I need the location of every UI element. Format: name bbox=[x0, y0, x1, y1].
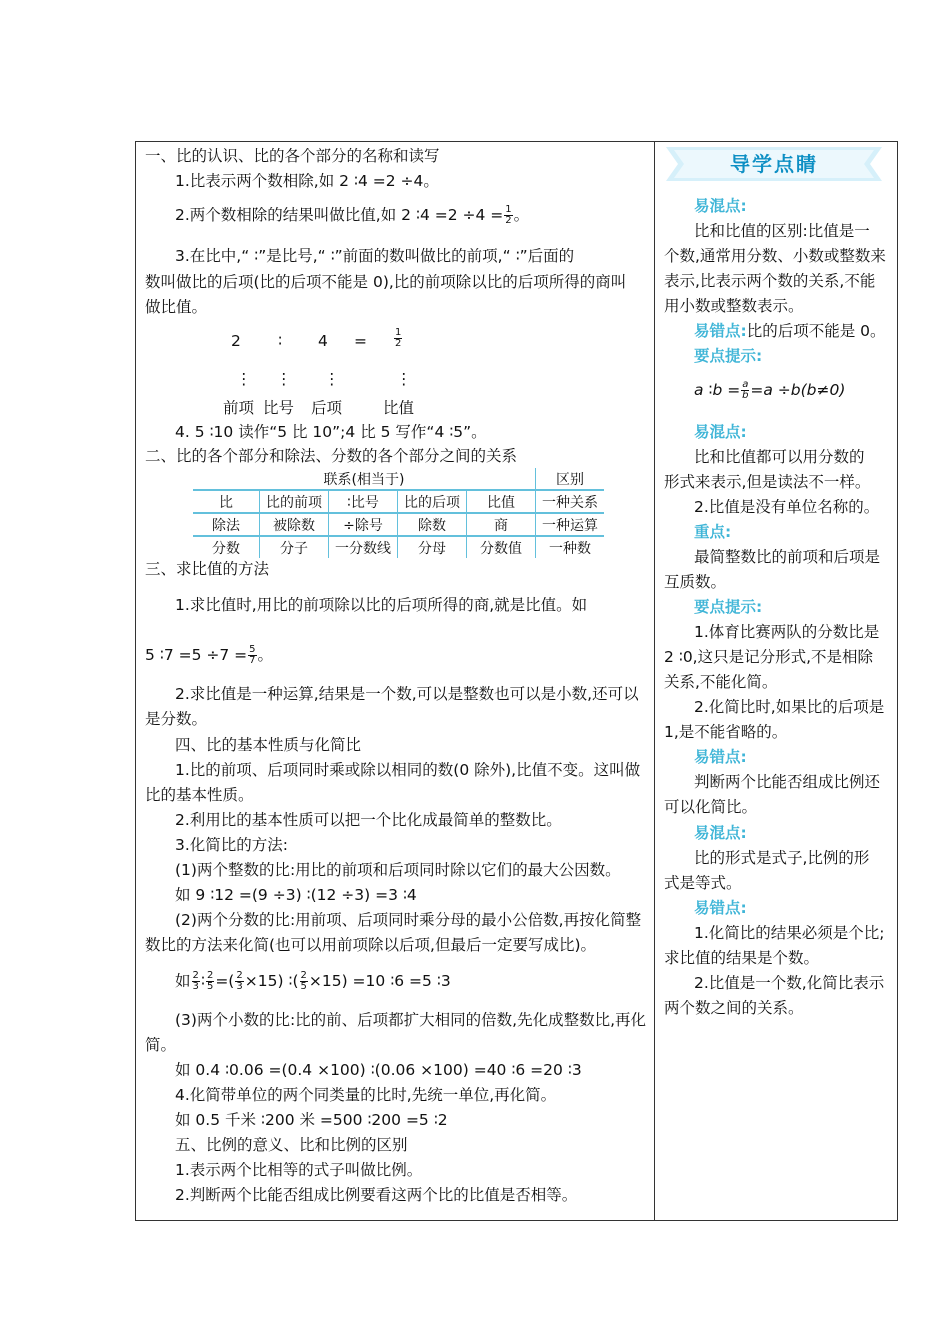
s4-p4: 4.化简带单位的两个同类量的比时,先统一单位,再化简。 bbox=[175, 1086, 557, 1104]
side-text: 1.体育比赛两队的分数比是 bbox=[694, 623, 880, 641]
section-5-title: 五、比例的意义、比和比例的区别 bbox=[175, 1136, 408, 1154]
side-text: 可以化简比。 bbox=[664, 798, 758, 816]
diagram-label-back: 后项 bbox=[311, 399, 343, 417]
banner-title: 导学点睛 bbox=[730, 152, 818, 176]
s4-p3b-line1: (2)两个分数的比:用前项、后项同时乘分母的最小公倍数,再按化简整 bbox=[175, 911, 642, 929]
diagram-label-colon: 比号 bbox=[263, 399, 295, 417]
diagram-back: 4 bbox=[318, 332, 328, 350]
side-label: 易错点: bbox=[694, 748, 747, 766]
table-row: 比 比的前项 ∶比号 比的后项 比值 一种关系 bbox=[193, 490, 604, 513]
s4-p3c-example: 如 0.4 ∶0.06 =(0.4 ×100) ∶(0.06 ×100) =40 ∶6 =20 ∶3 bbox=[175, 1061, 582, 1079]
side-label: 要点提示: bbox=[694, 598, 763, 616]
section-2-title: 二、比的各个部分和除法、分数的各个部分之间的关系 bbox=[145, 447, 518, 465]
side-text: 关系,不能化简。 bbox=[664, 673, 778, 691]
s4-p3b-example: 如 $\frac{2}{3}$ ∶ $\frac{2}{5}$ =( $\frac{2}{3}$ ×15) ∶( $\frac{2}{5}$ ×15) =10 ∶6 =5 ∶3 bbox=[175, 970, 451, 992]
diagram-dots-3: ⋮ bbox=[324, 370, 340, 388]
diagram-dots-2: ⋮ bbox=[276, 370, 292, 388]
s3-p1: 1.求比值时,用比的前项除以比的后项所得的商,就是比值。如 bbox=[175, 596, 588, 614]
s1-p3-line3: 做比值。 bbox=[145, 298, 208, 316]
s4-p1-line2: 比的基本性质。 bbox=[145, 786, 254, 804]
s1-p3-line1: 3.在比中,“ ∶”是比号,“ ∶”前面的数叫做比的前项,“ ∶”后面的 bbox=[175, 247, 575, 265]
side-text: 1.化简比的结果必须是个比; bbox=[694, 924, 885, 942]
side-text: 1,是不能省略的。 bbox=[664, 723, 788, 741]
side-label: 易混点: bbox=[694, 197, 747, 215]
table-row: 除法 被除数 ÷除号 除数 商 一种运算 bbox=[193, 513, 604, 536]
diagram-colon: ∶ bbox=[278, 332, 283, 350]
section-4-title: 四、比的基本性质与化简比 bbox=[175, 736, 362, 754]
side-label: 易混点: bbox=[694, 824, 747, 842]
s4-p3a-example: 如 9 ∶12 =(9 ÷3) ∶(12 ÷3) =3 ∶4 bbox=[175, 886, 417, 904]
diagram-label-front: 前项 bbox=[223, 399, 255, 417]
s1-p3-line2: 数叫做比的后项(比的后项不能是 0),比的前项除以比的后项所得的商叫 bbox=[145, 273, 627, 291]
side-text: 用小数或整数表示。 bbox=[664, 297, 804, 315]
s3-p1-eq: 5 ∶7 =5 ÷7 = $\frac{5}{7}$ 。 bbox=[145, 644, 274, 666]
side-formula: a ∶b = $\frac{a}{b}$ =a ÷b(b≠0) bbox=[694, 379, 846, 401]
side-text: 2 ∶0,这只是记分形式,不是相除 bbox=[664, 648, 874, 666]
table-row: 分数 分子 一分数线 分母 分数值 一种数 bbox=[193, 536, 604, 558]
table-head-relation: 联系(相当于) bbox=[193, 468, 536, 490]
side-label-line: 易错点:比的后项不能是 0。 bbox=[694, 322, 886, 340]
side-label: 要点提示: bbox=[694, 347, 763, 365]
s1-p2: 2.两个数相除的结果叫做比值,如 2 ∶4 =2 ÷4 = $\frac{1}{2}$ 。 bbox=[175, 204, 530, 226]
side-text: 最简整数比的前项和后项是 bbox=[694, 548, 881, 566]
table-head-diff: 区别 bbox=[536, 468, 605, 490]
s1-p1: 1.比表示两个数相除,如 2 ∶4 =2 ÷4。 bbox=[175, 172, 439, 190]
section-1-title: 一、比的认识、比的各个部分的名称和读写 bbox=[145, 147, 440, 165]
column-divider bbox=[654, 141, 655, 1221]
side-text: 2.化简比时,如果比的后项是 bbox=[694, 698, 885, 716]
side-label: 易混点: bbox=[694, 423, 747, 441]
side-text: 互质数。 bbox=[664, 573, 727, 591]
s5-p2: 2.判断两个比能否组成比例要看这两个比的比值是否相等。 bbox=[175, 1186, 578, 1204]
side-text: 比的形式是式子,比例的形 bbox=[694, 849, 870, 867]
section-3-title: 三、求比值的方法 bbox=[145, 560, 270, 578]
s4-p3c-line2: 简。 bbox=[145, 1036, 177, 1054]
diagram-value: $\frac{1}{2}$ bbox=[395, 327, 402, 349]
s4-p3b-line2: 数比的方法来化简(也可以用前项除以后项,但最后一定要写成比)。 bbox=[145, 936, 597, 954]
s3-p2-line2: 是分数。 bbox=[145, 710, 208, 728]
side-text: 两个数之间的关系。 bbox=[664, 999, 804, 1017]
s3-p2-line1: 2.求比值是一种运算,结果是一个数,可以是整数也可以是小数,还可以 bbox=[175, 685, 639, 703]
side-text: 比和比值的区别:比值是一 bbox=[694, 222, 870, 240]
s4-p2: 2.利用比的基本性质可以把一个比化成最简单的整数比。 bbox=[175, 811, 562, 829]
side-label: 易错点: bbox=[694, 899, 747, 917]
side-text: 2.比值是一个数,化简比表示 bbox=[694, 974, 885, 992]
side-text: 2.比值是没有单位名称的。 bbox=[694, 498, 880, 516]
diagram-front: 2 bbox=[231, 332, 241, 350]
side-text: 个数,通常用分数、小数或整数来 bbox=[664, 247, 886, 265]
diagram-dots-1: ⋮ bbox=[236, 370, 252, 388]
s5-p1: 1.表示两个比相等的式子叫做比例。 bbox=[175, 1161, 423, 1179]
s4-p3c-line1: (3)两个小数的比:比的前、后项都扩大相同的倍数,先化成整数比,再化 bbox=[175, 1011, 647, 1029]
fraction: $\frac{1}{2}$ bbox=[505, 204, 512, 226]
diagram-label-value: 比值 bbox=[383, 399, 415, 417]
side-text: 式是等式。 bbox=[664, 874, 742, 892]
s1-p4: 4. 5 ∶10 读作“5 比 10”;4 比 5 写作“4 ∶5”。 bbox=[175, 423, 487, 441]
side-label: 重点: bbox=[694, 523, 732, 541]
diagram-dots-4: ⋮ bbox=[396, 370, 412, 388]
side-text: 形式来表示,但是读法不一样。 bbox=[664, 473, 871, 491]
side-text: 判断两个比能否组成比例还 bbox=[694, 773, 881, 791]
s4-p4-example: 如 0.5 千米 ∶200 米 =500 ∶200 =5 ∶2 bbox=[175, 1111, 448, 1129]
side-text: 表示,比表示两个数的关系,不能 bbox=[664, 272, 876, 290]
side-text: 求比值的结果是个数。 bbox=[664, 949, 820, 967]
relation-table bbox=[193, 468, 604, 558]
s4-p3a: (1)两个整数的比:用比的前项和后项同时除以它们的最大公因数。 bbox=[175, 861, 621, 879]
s4-p3: 3.化简比的方法: bbox=[175, 836, 289, 854]
side-text: 比和比值都可以用分数的 bbox=[694, 448, 865, 466]
s4-p1-line1: 1.比的前项、后项同时乘或除以相同的数(0 除外),比值不变。这叫做 bbox=[175, 761, 641, 779]
diagram-equals: = bbox=[354, 332, 367, 350]
